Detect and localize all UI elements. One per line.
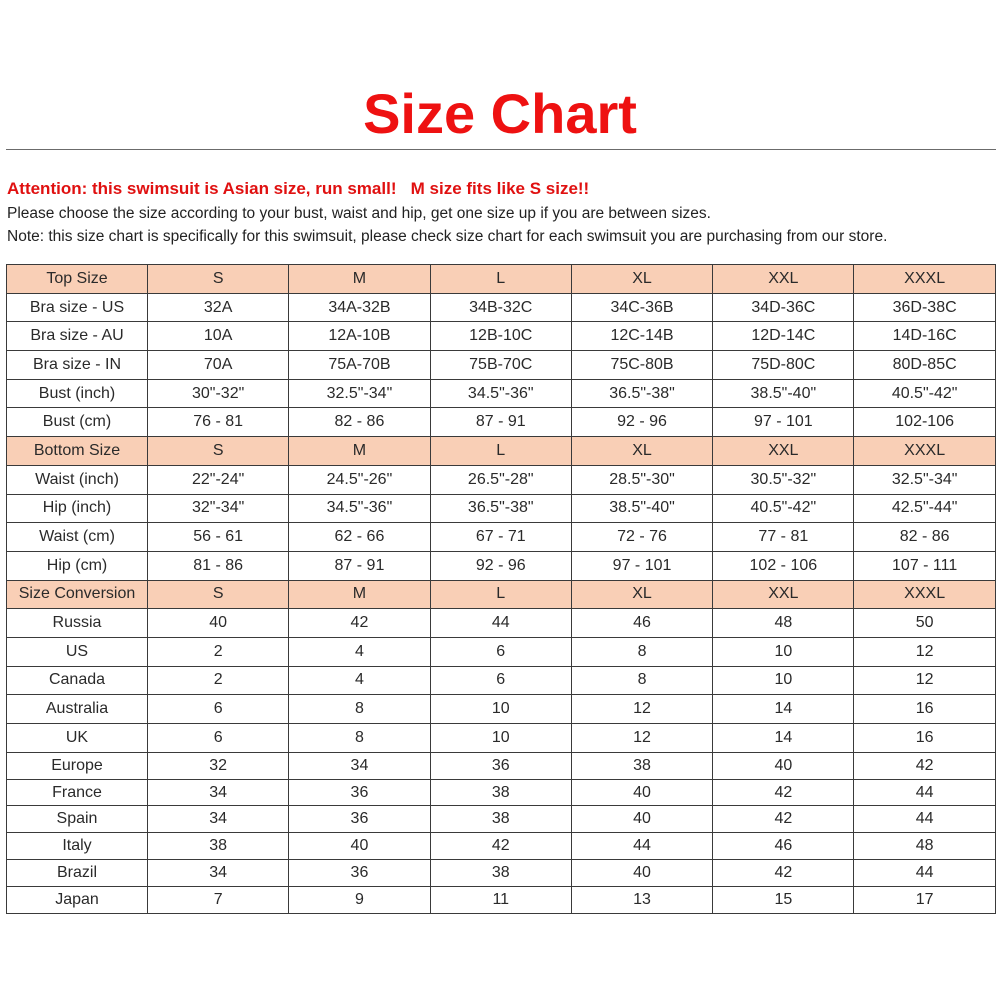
- table-cell: 44: [854, 806, 995, 833]
- table-cell: 38: [571, 752, 712, 779]
- row-label-cell: Australia: [7, 695, 148, 724]
- table-cell: 97 - 101: [571, 551, 712, 580]
- table-row: [7, 551, 996, 580]
- table-section-header-row: [7, 580, 996, 609]
- table-row: [7, 806, 996, 833]
- table-cell: 80D-85C: [854, 351, 995, 380]
- table-cell: 32.5"-34": [289, 379, 430, 408]
- section-header-cell: Bottom Size: [7, 437, 148, 466]
- row-label-cell: Bust (inch): [7, 379, 148, 408]
- table-cell: 82 - 86: [289, 408, 430, 437]
- table-cell: 48: [713, 609, 854, 638]
- size-header-cell: M: [289, 265, 430, 294]
- table-cell: 36.5"-38": [571, 379, 712, 408]
- table-cell: 62 - 66: [289, 523, 430, 552]
- table-cell: 38.5"-40": [713, 379, 854, 408]
- size-header-cell: M: [289, 580, 430, 609]
- table-cell: 70A: [148, 351, 289, 380]
- table-cell: 34: [148, 779, 289, 806]
- size-header-cell: S: [148, 580, 289, 609]
- table-cell: 34: [148, 860, 289, 887]
- table-cell: 12D-14C: [713, 322, 854, 351]
- table-section-header-row: [7, 265, 996, 294]
- size-header-cell: L: [430, 580, 571, 609]
- table-cell: 28.5"-30": [571, 465, 712, 494]
- table-cell: 67 - 71: [430, 523, 571, 552]
- table-row: [7, 379, 996, 408]
- table-cell: 36: [289, 806, 430, 833]
- table-cell: 32"-34": [148, 494, 289, 523]
- table-cell: 11: [430, 887, 571, 914]
- table-cell: 6: [430, 637, 571, 666]
- table-cell: 46: [571, 609, 712, 638]
- table-row: [7, 523, 996, 552]
- table-cell: 44: [571, 833, 712, 860]
- size-header-cell: XXXL: [854, 265, 995, 294]
- row-label-cell: France: [7, 779, 148, 806]
- table-cell: 34: [148, 806, 289, 833]
- title-divider: [6, 149, 996, 150]
- table-cell: 7: [148, 887, 289, 914]
- table-cell: 30"-32": [148, 379, 289, 408]
- table-cell: 40: [571, 779, 712, 806]
- table-cell: 6: [148, 695, 289, 724]
- table-cell: 75C-80B: [571, 351, 712, 380]
- table-cell: 50: [854, 609, 995, 638]
- table-cell: 40: [148, 609, 289, 638]
- size-chart-note: Note: this size chart is specifically for this swimsuit, please check size chart for each swimsuit you are purchasing from our store.: [7, 228, 888, 245]
- row-label-cell: Brazil: [7, 860, 148, 887]
- table-cell: 16: [854, 695, 995, 724]
- table-cell: 16: [854, 724, 995, 753]
- row-label-cell: Russia: [7, 609, 148, 638]
- table-cell: 12: [571, 724, 712, 753]
- table-cell: 12: [854, 666, 995, 695]
- table-cell: 12: [571, 695, 712, 724]
- table-cell: 40: [713, 752, 854, 779]
- table-cell: 107 - 111: [854, 551, 995, 580]
- table-row: [7, 465, 996, 494]
- size-header-cell: S: [148, 437, 289, 466]
- table-cell: 38: [148, 833, 289, 860]
- table-cell: 38: [430, 806, 571, 833]
- row-label-cell: Waist (cm): [7, 523, 148, 552]
- row-label-cell: Bra size - AU: [7, 322, 148, 351]
- row-label-cell: Europe: [7, 752, 148, 779]
- size-chart-table: [6, 264, 996, 914]
- table-cell: 12A-10B: [289, 322, 430, 351]
- section-header-cell: Size Conversion: [7, 580, 148, 609]
- table-cell: 12: [854, 637, 995, 666]
- table-cell: 34C-36B: [571, 293, 712, 322]
- row-label-cell: Japan: [7, 887, 148, 914]
- table-cell: 14: [713, 695, 854, 724]
- table-cell: 10: [713, 637, 854, 666]
- table-cell: 42: [713, 860, 854, 887]
- table-row: [7, 752, 996, 779]
- table-cell: 75D-80C: [713, 351, 854, 380]
- table-cell: 34A-32B: [289, 293, 430, 322]
- section-header-cell: Top Size: [7, 265, 148, 294]
- table-cell: 15: [713, 887, 854, 914]
- table-cell: 2: [148, 637, 289, 666]
- size-header-cell: XL: [571, 265, 712, 294]
- table-cell: 26.5"-28": [430, 465, 571, 494]
- size-header-cell: L: [430, 265, 571, 294]
- row-label-cell: Hip (cm): [7, 551, 148, 580]
- table-cell: 32.5"-34": [854, 465, 995, 494]
- table-row: [7, 637, 996, 666]
- row-label-cell: Spain: [7, 806, 148, 833]
- table-cell: 56 - 61: [148, 523, 289, 552]
- table-cell: 4: [289, 637, 430, 666]
- table-cell: 38: [430, 860, 571, 887]
- table-row: [7, 293, 996, 322]
- table-cell: 36: [289, 860, 430, 887]
- row-label-cell: Bra size - IN: [7, 351, 148, 380]
- table-row: [7, 860, 996, 887]
- table-cell: 102-106: [854, 408, 995, 437]
- table-cell: 8: [289, 724, 430, 753]
- table-cell: 44: [854, 860, 995, 887]
- sizing-instruction: Please choose the size according to your bust, waist and hip, get one size up if you are between sizes.: [7, 205, 711, 222]
- row-label-cell: Bra size - US: [7, 293, 148, 322]
- size-table-body: [7, 265, 996, 914]
- table-cell: 10A: [148, 322, 289, 351]
- table-row: [7, 494, 996, 523]
- table-cell: 32A: [148, 293, 289, 322]
- table-cell: 10: [430, 695, 571, 724]
- table-cell: 44: [430, 609, 571, 638]
- table-cell: 10: [430, 724, 571, 753]
- table-row: [7, 779, 996, 806]
- table-cell: 87 - 91: [289, 551, 430, 580]
- table-row: [7, 322, 996, 351]
- table-cell: 40: [571, 806, 712, 833]
- table-cell: 42: [289, 609, 430, 638]
- row-label-cell: Canada: [7, 666, 148, 695]
- row-label-cell: Bust (cm): [7, 408, 148, 437]
- table-row: [7, 609, 996, 638]
- table-cell: 36: [430, 752, 571, 779]
- row-label-cell: US: [7, 637, 148, 666]
- table-row: [7, 351, 996, 380]
- table-cell: 42: [713, 779, 854, 806]
- table-cell: 9: [289, 887, 430, 914]
- table-cell: 34: [289, 752, 430, 779]
- table-cell: 76 - 81: [148, 408, 289, 437]
- table-cell: 13: [571, 887, 712, 914]
- page-title: Size Chart: [363, 82, 637, 145]
- table-cell: 6: [148, 724, 289, 753]
- table-cell: 40: [571, 860, 712, 887]
- row-label-cell: UK: [7, 724, 148, 753]
- row-label-cell: Hip (inch): [7, 494, 148, 523]
- table-cell: 14: [713, 724, 854, 753]
- table-cell: 17: [854, 887, 995, 914]
- table-row: [7, 833, 996, 860]
- table-row: [7, 408, 996, 437]
- table-cell: 82 - 86: [854, 523, 995, 552]
- table-cell: 77 - 81: [713, 523, 854, 552]
- table-cell: 72 - 76: [571, 523, 712, 552]
- table-cell: 36D-38C: [854, 293, 995, 322]
- table-cell: 22"-24": [148, 465, 289, 494]
- table-cell: 40: [289, 833, 430, 860]
- size-header-cell: M: [289, 437, 430, 466]
- table-cell: 4: [289, 666, 430, 695]
- table-cell: 32: [148, 752, 289, 779]
- table-cell: 46: [713, 833, 854, 860]
- table-cell: 92 - 96: [430, 551, 571, 580]
- table-cell: 8: [571, 637, 712, 666]
- table-cell: 87 - 91: [430, 408, 571, 437]
- table-cell: 102 - 106: [713, 551, 854, 580]
- table-row: [7, 695, 996, 724]
- table-cell: 36: [289, 779, 430, 806]
- table-cell: 34B-32C: [430, 293, 571, 322]
- table-cell: 81 - 86: [148, 551, 289, 580]
- size-header-cell: L: [430, 437, 571, 466]
- table-cell: 75A-70B: [289, 351, 430, 380]
- table-cell: 12B-10C: [430, 322, 571, 351]
- table-cell: 48: [854, 833, 995, 860]
- size-header-cell: XXXL: [854, 437, 995, 466]
- table-cell: 40.5"-42": [854, 379, 995, 408]
- table-cell: 34.5"-36": [430, 379, 571, 408]
- table-cell: 36.5"-38": [430, 494, 571, 523]
- table-cell: 42.5"-44": [854, 494, 995, 523]
- size-header-cell: XXL: [713, 265, 854, 294]
- table-cell: 24.5"-26": [289, 465, 430, 494]
- table-row: [7, 666, 996, 695]
- table-cell: 10: [713, 666, 854, 695]
- table-cell: 14D-16C: [854, 322, 995, 351]
- row-label-cell: Waist (inch): [7, 465, 148, 494]
- table-row: [7, 887, 996, 914]
- table-cell: 44: [854, 779, 995, 806]
- table-cell: 40.5"-42": [713, 494, 854, 523]
- size-header-cell: XL: [571, 580, 712, 609]
- table-cell: 42: [854, 752, 995, 779]
- row-label-cell: Italy: [7, 833, 148, 860]
- table-cell: 75B-70C: [430, 351, 571, 380]
- size-header-cell: XXL: [713, 437, 854, 466]
- size-header-cell: S: [148, 265, 289, 294]
- size-header-cell: XXL: [713, 580, 854, 609]
- table-cell: 12C-14B: [571, 322, 712, 351]
- table-cell: 8: [289, 695, 430, 724]
- table-row: [7, 724, 996, 753]
- size-header-cell: XL: [571, 437, 712, 466]
- table-cell: 38.5"-40": [571, 494, 712, 523]
- table-cell: 42: [430, 833, 571, 860]
- size-header-cell: XXXL: [854, 580, 995, 609]
- table-cell: 8: [571, 666, 712, 695]
- table-cell: 38: [430, 779, 571, 806]
- table-cell: 92 - 96: [571, 408, 712, 437]
- table-cell: 6: [430, 666, 571, 695]
- table-section-header-row: [7, 437, 996, 466]
- table-cell: 97 - 101: [713, 408, 854, 437]
- table-cell: 34D-36C: [713, 293, 854, 322]
- table-cell: 34.5"-36": [289, 494, 430, 523]
- table-cell: 42: [713, 806, 854, 833]
- attention-notice: Attention: this swimsuit is Asian size, run small! M size fits like S size!!: [7, 179, 590, 198]
- table-cell: 30.5"-32": [713, 465, 854, 494]
- table-cell: 2: [148, 666, 289, 695]
